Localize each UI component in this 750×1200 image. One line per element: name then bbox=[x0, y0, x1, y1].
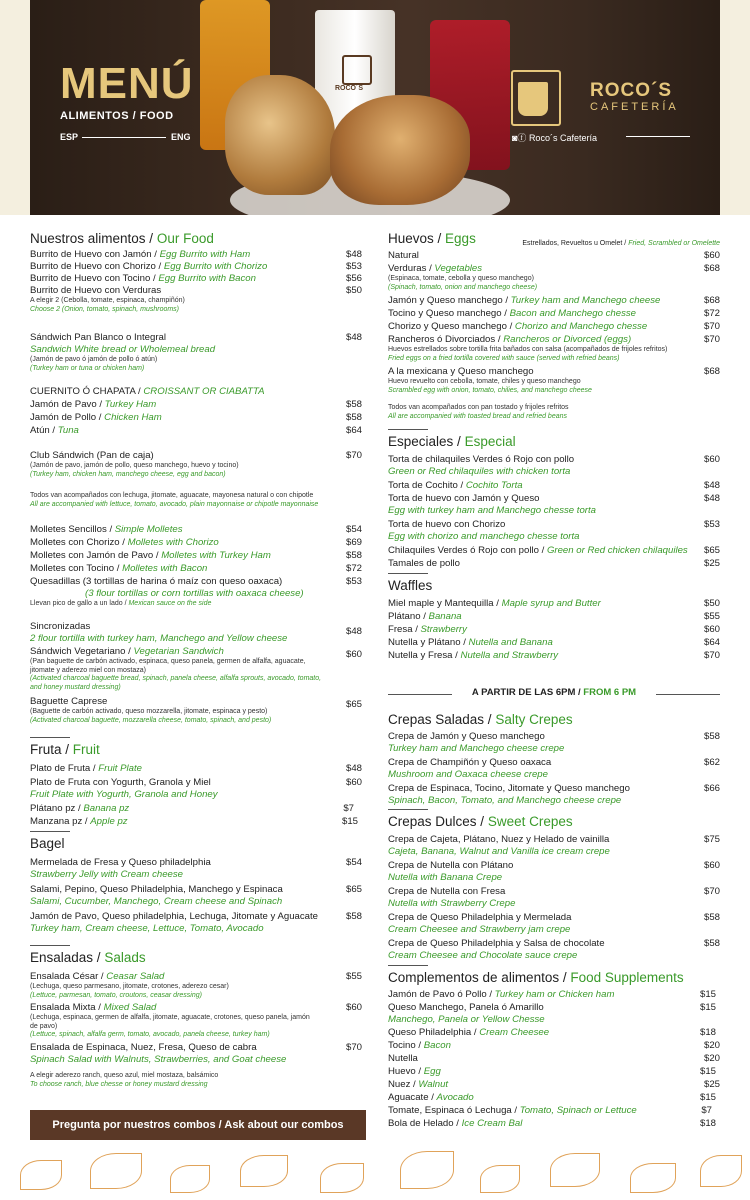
item-caprese: Baguette Caprese $65 (Baguette de carbón activado, queso mozzarella, jitomate, espinaca y pesto) (Activated charcoal baguette, mozzarella cheese, tomato, spinach, and pesto) bbox=[30, 696, 362, 724]
brand-sub: CAFETERÍA bbox=[590, 101, 679, 113]
section-title: Nuestros alimentos / Our Food bbox=[30, 231, 214, 246]
section-sweet-crepes: Crepas Dulces / Sweet Crepes Crepa de Cajeta, Plátano, Nuez y Helado de vainilla $75 Cajeta, Banana, Walnut and Vanilla ice cream crepe Crepa de Nutella con Plátano $60 Nutella with Banana Crepe Crepa de Nutella con Fresa $70 Nutella with Strawberry Crepe Crepa de Queso Philadelphia y Mermelada $58 Cream Cheesee and Strawberry jam crepe Crepa de Queso Philadelphia y Salsa de chocolate $58 Cream Cheesee and Chocolate sauce crepe bbox=[388, 809, 720, 962]
lang-divider bbox=[82, 137, 166, 138]
item-sandwich: Sándwich Pan Blanco o Integral $48 Sandwich White bread or Wholemeal bread (Jamón de pavo ó jamón de pollo ó atún) (Turkey ham or tuna or chicken ham) bbox=[30, 332, 362, 372]
sandwich-image bbox=[330, 95, 470, 205]
social-divider bbox=[626, 136, 690, 137]
cup-icon bbox=[518, 82, 548, 116]
section-fruit: Fruta / Fruit Plato de Fruta / Fruit Plate $48 Plato de Fruta con Yogurth, Granola y Miel $60 Fruit Plate with Yogurth, Granola and Honey Plátano pz / Banana pz $7 Manzana pz / Apple pz $15 bbox=[30, 737, 362, 828]
from-6pm-banner: A PARTIR DE LAS 6PM / FROM 6 PM bbox=[388, 687, 720, 701]
section-special: Especiales / Especial Torta de chilaquiles Verdes ó Rojo con pollo $60 Green or Red chilaquiles with chicken torta Torta de Cochito / Cochito Torta $48 Torta de huevo con Jamón y Queso $48 Egg with turkey ham and Manchego chesse torta Torta de huevo con Chorizo $53 Egg with chorizo and manchego chesse torta Chilaquiles Verdes ó Rojo con pollo / Green or Red chicken chilaquiles $65 Tamales de pollo $25 bbox=[388, 429, 720, 570]
item-club: Club Sándwich (Pan de caja) $70 (Jamón de pavo, jamón de pollo, queso manchego, huevo y tocino) (Turkey ham, chicken ham, manchego cheese, egg and bacon) bbox=[30, 450, 362, 478]
section-salads: Ensaladas / Salads Ensalada César / Ceasar Salad $55 (Lechuga, queso parmesano, jitomate, crotones, aderezo cesar) (Lettuce, parmesan, tomato, croutons, ceasar dressing) Ensalada Mixta / Mixed Salad $60 (Lechuga, espinaca, germen de alfalfa, jitomate, aguacate, crotones, queso panela, jamón de pavo) (Lettuce, spinach, alfalfa germ, tomato, avocado, panela cheese, turkey ham) Ensalada de Espinaca, Nuez, Fresa, Queso de cabra $70 Spinach Salad with Walnuts, Strawberries, and Goat cheese bbox=[30, 945, 362, 1066]
section-our-food bbox=[30, 231, 362, 314]
item-vegetarian: Sándwich Vegetariano / Vegetarian Sandwich $60 (Pan baguette de carbón activado, espinaca, queso panela, germen de alfalfa, aguacate, jitomate y aderezo miel con mostaza) (Activated charcoal baguette bread, spinach, panela cheese, alfalfa sprouts, avocado, tomato, and honey mustard dressing) bbox=[30, 646, 362, 691]
menu-item: Burrito de Huevo con Verduras $50 bbox=[30, 285, 362, 296]
section-cuernito: CUERNITO Ó CHAPATA / CROISSANT OR CIABATTA Jamón de Pavo / Turkey Ham $58 Jamón de Pollo / Chicken Ham $58 Atún / Tuna $64 bbox=[30, 386, 362, 436]
menu-title: MENÚ bbox=[60, 59, 194, 108]
item-note: A elegir 2 (Cebolla, tomate, espinaca, champiñón) bbox=[30, 297, 185, 304]
lang-eng: ENG bbox=[171, 132, 191, 142]
instagram-facebook-icon: ◙ⓕ bbox=[512, 133, 529, 143]
salads-dressing-note: A elegir aderezo ranch, queso azul, miel mostaza, balsámico To choose ranch, blue chesse or honey mustard dressing bbox=[30, 1072, 219, 1088]
menu-item: Burrito de Huevo con Jamón / Egg Burrito with Ham $48 bbox=[30, 249, 362, 260]
cup-brand: ROCO´S bbox=[335, 85, 363, 92]
combos-banner: Pregunta por nuestros combos / Ask about our combos bbox=[30, 1110, 366, 1140]
item-note: Choose 2 (Onion, tomato, spinach, mushrooms) bbox=[30, 305, 180, 313]
section-supplements: Complementos de alimentos / Food Supplements Jamón de Pavo ó Pollo / Turkey ham or Chicken ham $15 Queso Manchego, Panela ó Amarillo $15 Manchego, Panela or Yellow Chesse Queso Philadelphia / Cream Cheesee $18 Tocino / Bacon $20 Nutella $20 Huevo / Egg $15 Nuez / Walnut $25 Aguacate / Avocado $15 Tomate, Espinaca ó Lechuga / Tomato, Spinach or Lettuce $7 Bola de Helado / Ice Cream Bal $18 bbox=[388, 965, 720, 1130]
menu-subtitle: ALIMENTOS / FOOD bbox=[60, 110, 174, 122]
menu-paper bbox=[0, 215, 750, 1200]
eggs-note: Todos van acompañados con pan tostado y frijoles refritos All are accompanied with toasted bread and refried beans bbox=[388, 404, 569, 420]
decorative-leaves bbox=[0, 1145, 750, 1200]
social-handle: ◙ⓕ Roco´s Cafetería bbox=[512, 133, 597, 143]
brand-name: ROCO´S bbox=[590, 80, 672, 101]
section-molletes: Molletes Sencillos / Simple Molletes $54 Molletes con Chorizo / Molletes with Chorizo $69 Molletes con Jamón de Pavo / Molletes with Turkey Ham $58 Molletes con Tocino / Molletes with Bacon $72 Quesadillas (3 tortillas de harina ó maíz con queso oaxaca) $53 (3 flour tortillas or corn tortillas with oaxaca cheese) Llevan pico de gallo a un lado / Mexican sauce on the side bbox=[30, 524, 362, 607]
section-salty-crepes: Crepas Saladas / Salty Crepes Crepa de Jamón y Queso manchego $58 Turkey ham and Manchego cheese crepe Crepa de Champiñón y Queso oaxaca $62 Mushroom and Oaxaca cheese crepe Crepa de Espinaca, Tocino, Jitomate y Queso manchego $66 Spinach, Bacon, Tomato, and Manchego cheese crepe bbox=[388, 712, 720, 806]
section-waffles: Waffles Miel maple y Mantequilla / Maple syrup and Butter $50 Plátano / Banana $55 Fresa / Strawberry $60 Nutella y Plátano / Nutella and Banana $64 Nutella y Fresa / Nutella and Strawberry $70 bbox=[388, 573, 720, 662]
item-sincronizadas: Sincronizadas $48 2 flour tortilla with turkey ham, Manchego and Yellow cheese bbox=[30, 621, 362, 644]
all-note: Todos van acompañados con lechuga, jitomate, aguacate, mayonesa natural o con chipotle All are accompanied with lettuce, tomato, avocado, plain mayonnaise or chipotle mayonnaise bbox=[30, 492, 319, 508]
lang-esp: ESP bbox=[60, 132, 79, 142]
cup-logo-icon bbox=[342, 55, 372, 85]
section-bagel: Bagel Mermelada de Fresa y Queso philadelphia $54 Strawberry Jelly with Cream cheese Salami, Pepino, Queso Philadelphia, Manchego y Espinaca $65 Salami, Cucumber, Manchego, Cream cheese and Spinach Jamón de Pavo, Queso philadelphia, Lechuga, Jitomate y Aguacate $58 Turkey ham, Cream cheese, Lettuce, Tomato, Avocado bbox=[30, 831, 362, 935]
sandwich-image bbox=[225, 75, 335, 195]
menu-item: Burrito de Huevo con Chorizo / Egg Burrito with Chorizo $53 bbox=[30, 261, 362, 272]
section-eggs: Huevos / Eggs Estrellados, Revueltos u Omelet / Fried, Scrambled or Omelette Natural $60 Verduras / Vegetables $68 (Espinaca, tomate, cebolla y queso manchego) (Spinach, tomato, onion and manchego cheese) Jamón y Queso manchego / Turkey ham and Manchego cheese $68 Tocino y Queso manchego / Bacon and Manchego chesse $72 Chorizo y Queso manchego / Chorizo and Manchego chesse $70 Rancheros ó Divorciados / Rancheros or Divorced (eggs) $70 Huevos estrellados sobre tortilla frita bañados con salsa (acompañados de frijoles refritos) Fried eggs on a fried tortilla covered with sauce (served with refried beans) A la mexicana y Queso manchego $68 Huevo revuelto con cebolla, tomate, chiles y queso manchego Scrambled egg with onion, tomato, chilies, and manchego cheese bbox=[388, 231, 720, 394]
menu-item: Burrito de Huevo con Tocino / Egg Burrito with Bacon $56 bbox=[30, 273, 362, 284]
